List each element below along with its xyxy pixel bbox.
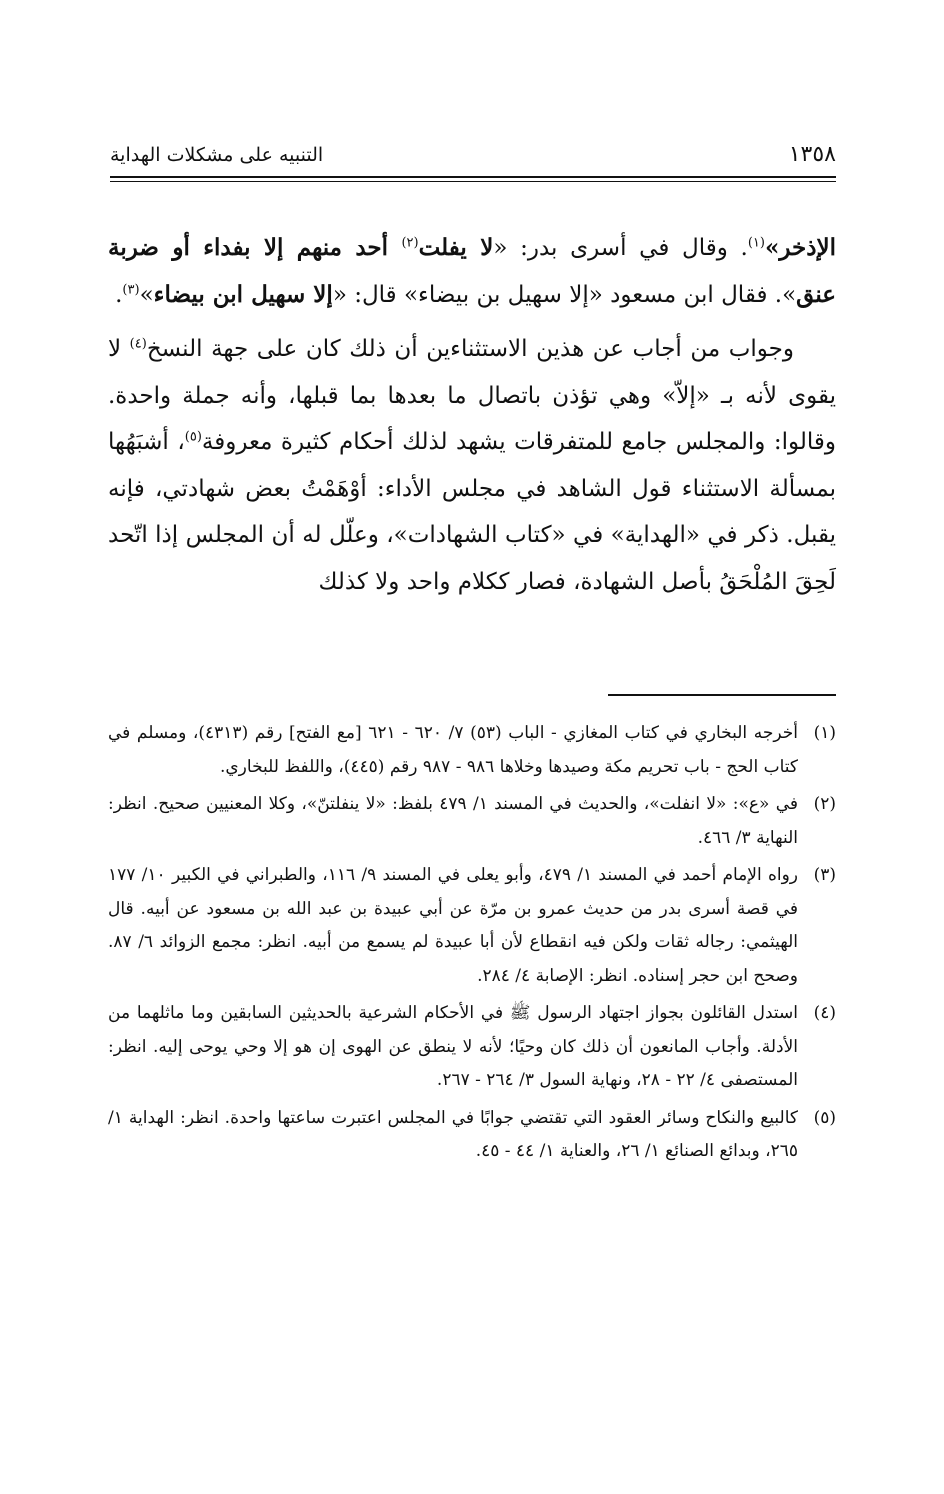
footnote-text: كالبيع والنكاح وسائر العقود التي تقتضي جوابًا في المجلس اعتبرت ساعتها واحدة. انظر: الهداية ١/ ٢٦٥، وبدائع الصنائع ١/ ٢٦، والعناية ١/ ٤٤ - ٤٥.: [108, 1107, 798, 1161]
body-text: ، أشبَهُها بمسألة الاستثناء قول الشاهد في مجلس الأداء: أوْهَمْتُ بعض شهادتي، فإنه يقبل. ذكر في «الهداية» في «كتاب الشهادات»، وعلّل له أن المجلس إذا اتّحد لَحِقَ المُلْحَقُ بأصل الشهادة، فصار ككلام واحد ولا كذلك: [108, 429, 836, 595]
footnote-separator: [608, 694, 836, 696]
hadith-quote: إلا سهيل ابن بيضاء: [153, 280, 333, 308]
body-text: »: [139, 281, 154, 308]
body-text: ». فقال ابن مسعود «إلا سهيل بن بيضاء» قال: «: [332, 281, 797, 308]
footnote-ref[interactable]: (٢): [401, 235, 419, 251]
body-text: لا يقوى لأنه بـ «إلاّ» وهي تؤذن باتصال ما بعدها بما قبلها، وأنه جملة واحدة. وقالوا: والمجلس جامع للمتفرقات يشهد لذلك أحكام كثيرة معروفة: [108, 336, 836, 455]
footnote-number: (٤): [813, 1003, 836, 1023]
footnote-number: (٣): [813, 865, 836, 885]
page-number: ١٣٥٨: [788, 142, 836, 167]
footnote: [108, 859, 836, 993]
footnote-number: (٢): [813, 794, 836, 814]
footnotes: [108, 717, 836, 1173]
body-text: .: [115, 281, 123, 308]
footnote-ref[interactable]: (٥): [184, 429, 202, 445]
paragraph-1: [108, 225, 836, 318]
footnote: [108, 788, 836, 855]
main-text: [108, 225, 836, 605]
footnote-number: (١): [813, 723, 836, 743]
footnote-ref[interactable]: (٣): [122, 281, 140, 297]
body-text: وجواب من أجاب عن هذين الاستثناءين أن ذلك كان على جهة النسخ: [146, 336, 794, 362]
quote-text: الإذخر»: [764, 234, 837, 261]
hadith-quote: أحد منهم إلا بفداء أو ضربة عنق: [108, 234, 836, 308]
footnote: [108, 1102, 836, 1169]
running-title: التنبيه على مشكلات الهداية: [110, 144, 324, 166]
hadith-quote: لا يفلت: [418, 234, 494, 261]
footnote: [108, 717, 836, 784]
footnote-number: (٥): [813, 1107, 836, 1128]
footnote-text: رواه الإمام أحمد في المسند ١/ ٤٧٩، وأبو يعلى في المسند ٩/ ١١٦، والطبراني في الكبير ١٠/ ١٧٧ في قصة أسرى بدر من حديث عمرو بن مرّة عن أبي عبيدة بن عبد الله بن مسعود عن أبيه. قال الهيثمي: رجاله ثقات ولكن فيه انقطاع لأن أبا عبيدة لم يسمع من أبيه. انظر: مجمع الزوائد ٦/ ٨٧. وصحح ابن حجر إسناده. انظر: الإصابة ٤/ ٢٨٤.: [108, 865, 799, 986]
paragraph-2: [108, 326, 836, 605]
footnote-text: أخرجه البخاري في كتاب المغازي - الباب (٥٣) ٧/ ٦٢٠ - ٦٢١ [مع الفتح] رقم (٤٣١٣)، ومسلم في كتاب الحج - باب تحريم مكة وصيدها وخلاها ٩٨٦ - ٩٨٧ رقم (٤٤٥)، واللفظ للبخاري.: [108, 723, 798, 777]
footnote-text: استدل القائلون بجواز اجتهاد الرسول ﷺ في الأحكام الشرعية بالحديثين السابقين وما ماثلهما من الأدلة. وأجاب المانعون أن ذلك كان وحيًا؛ لأنه لا ينطق عن الهوى إن هو إلا وحي يوحى إليه. انظر: المستصفى ٤/ ٢٢ - ٢٨، ونهاية السول ٣/ ٢٦٤ - ٢٦٧.: [108, 1003, 798, 1090]
header-rule: [110, 176, 836, 182]
footnote: [108, 997, 836, 1098]
footnote-text: في «ع»: «لا انفلت»، والحديث في المسند ١/ ٤٧٩ بلفظ: «لا ينفلتنّ»، وكلا المعنيين صحيح. انظر: النهاية ٣/ ٤٦٦.: [108, 794, 798, 848]
page-header: [110, 140, 836, 180]
footnote-ref[interactable]: (٤): [129, 336, 147, 352]
footnote-ref[interactable]: (١): [747, 235, 765, 251]
body-text: . وقال في أسرى بدر: «: [493, 235, 748, 261]
